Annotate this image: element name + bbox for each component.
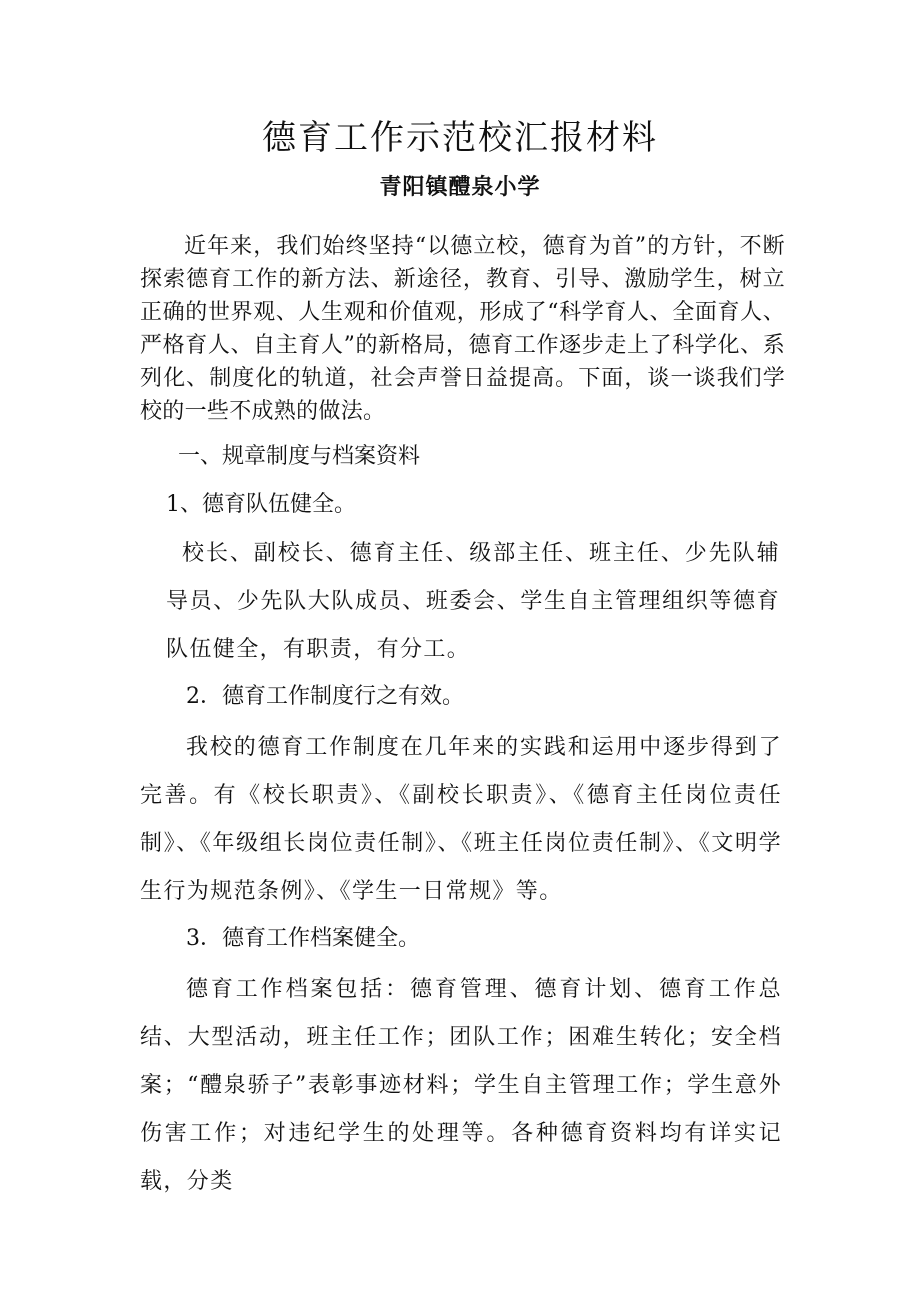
item-body-3: 德育工作档案包括：德育管理、德育计划、德育工作总结、大型活动，班主任工作；团队工作；困难生转化；安全档案；“醴泉骄子”表彰事迹材料；学生自主管理工作；学生意外伤害工作；对违纪学生的处理等。各种德育资料均有详实记载，分类 (140, 977, 782, 1194)
item-heading-2: 2．德育工作制度行之有效。 (186, 684, 464, 709)
document-title: 德育工作示范校汇报材料 (262, 118, 658, 158)
item-heading-3: 3．德育工作档案健全。 (186, 926, 420, 951)
item-body-1: 校长、副校长、德育主任、级部主任、班主任、少先队辅导员、少先队大队成员、班委会、学生自主管理组织等德育队伍健全，有职责，有分工。 (166, 541, 780, 662)
item-heading-1: 1、德育队伍健全。 (166, 492, 356, 517)
intro-paragraph: 近年来，我们始终坚持“以德立校，德育为首”的方针，不断探索德育工作的新方法、新途径，教育、引导、激励学生，树立正确的世界观、人生观和价值观，形成了“科学育人、全面育人、严格育人、自主育人”的新格局，德育工作逐步走上了科学化、系列化、制度化的轨道，社会声誉日益提高。下面，谈一谈我们学校的一些不成熟的做法。 (140, 234, 785, 424)
section-heading: 一、规章制度与档案资料 (178, 444, 421, 469)
document-subtitle: 青阳镇醴泉小学 (379, 174, 541, 200)
item-body-2: 我校的德育工作制度在几年来的实践和运用中逐步得到了完善。有《校长职责》、《副校长职责》、《德育主任岗位责任制》、《年级组长岗位责任制》、《班主任岗位责任制》、《文明学生行为规范条例》、《学生一日常规》等。 (140, 735, 782, 904)
